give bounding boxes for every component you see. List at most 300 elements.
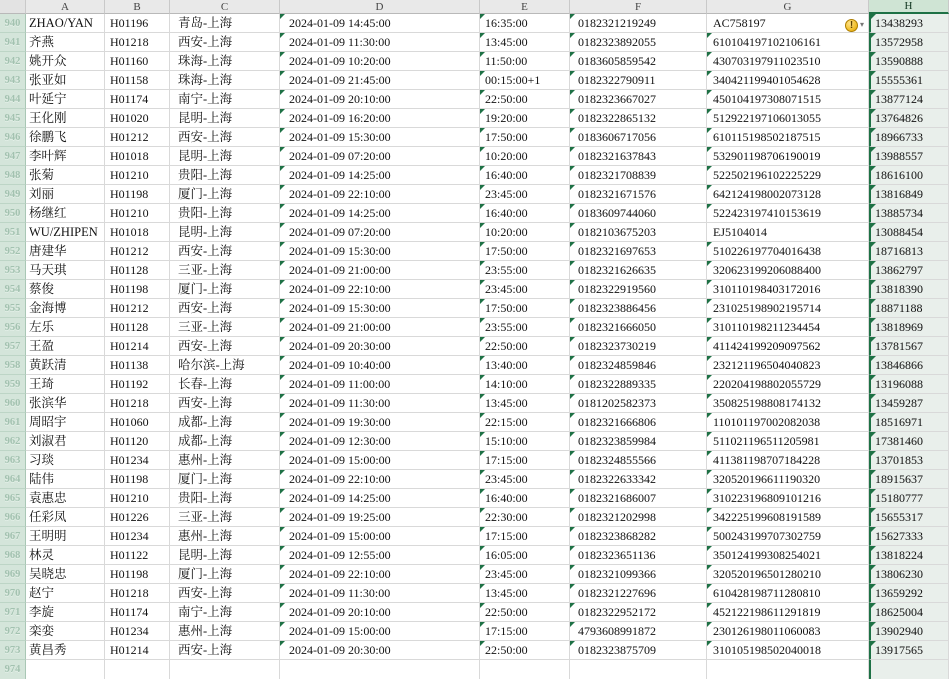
cell-H942[interactable] bbox=[869, 52, 949, 71]
cell-E955[interactable] bbox=[480, 299, 570, 318]
cell-G953[interactable] bbox=[707, 261, 869, 280]
cell-H940[interactable] bbox=[869, 14, 949, 33]
cell-E959[interactable] bbox=[480, 375, 570, 394]
cell-H971[interactable] bbox=[869, 603, 949, 622]
cell-A962[interactable] bbox=[26, 432, 105, 451]
cell-C971[interactable] bbox=[170, 603, 280, 622]
cell-B964[interactable] bbox=[105, 470, 170, 489]
cell-G945[interactable] bbox=[707, 109, 869, 128]
cell-A941[interactable] bbox=[26, 33, 105, 52]
cell-G969[interactable] bbox=[707, 565, 869, 584]
row-header-941[interactable]: 941 bbox=[0, 33, 26, 52]
cell-B945[interactable] bbox=[105, 109, 170, 128]
cell-E970[interactable] bbox=[480, 584, 570, 603]
row-header-968[interactable]: 968 bbox=[0, 546, 26, 565]
cell-D960[interactable] bbox=[280, 394, 480, 413]
cell-E974[interactable] bbox=[480, 660, 570, 679]
cell-E952[interactable] bbox=[480, 242, 570, 261]
cell-D958[interactable] bbox=[280, 356, 480, 375]
cell-F961[interactable] bbox=[570, 413, 707, 432]
cell-B948[interactable] bbox=[105, 166, 170, 185]
cell-A955[interactable] bbox=[26, 299, 105, 318]
row-header-945[interactable]: 945 bbox=[0, 109, 26, 128]
row-header-944[interactable]: 944 bbox=[0, 90, 26, 109]
cell-G958[interactable] bbox=[707, 356, 869, 375]
row-header-954[interactable]: 954 bbox=[0, 280, 26, 299]
row-header-949[interactable]: 949 bbox=[0, 185, 26, 204]
cell-A966[interactable] bbox=[26, 508, 105, 527]
cell-B946[interactable] bbox=[105, 128, 170, 147]
row-header-951[interactable]: 951 bbox=[0, 223, 26, 242]
cell-C958[interactable] bbox=[170, 356, 280, 375]
cell-E951[interactable] bbox=[480, 223, 570, 242]
cell-F962[interactable] bbox=[570, 432, 707, 451]
row-header-963[interactable]: 963 bbox=[0, 451, 26, 470]
cell-G944[interactable] bbox=[707, 90, 869, 109]
cell-B944[interactable] bbox=[105, 90, 170, 109]
row-header-969[interactable]: 969 bbox=[0, 565, 26, 584]
cell-E944[interactable] bbox=[480, 90, 570, 109]
cell-F959[interactable] bbox=[570, 375, 707, 394]
cell-G973[interactable] bbox=[707, 641, 869, 660]
cell-H954[interactable] bbox=[869, 280, 949, 299]
cell-H943[interactable] bbox=[869, 71, 949, 90]
cell-G961[interactable] bbox=[707, 413, 869, 432]
cell-H958[interactable] bbox=[869, 356, 949, 375]
cell-D950[interactable] bbox=[280, 204, 480, 223]
row-header-947[interactable]: 947 bbox=[0, 147, 26, 166]
cell-G948[interactable] bbox=[707, 166, 869, 185]
cell-D968[interactable] bbox=[280, 546, 480, 565]
cell-B947[interactable] bbox=[105, 147, 170, 166]
cell-D973[interactable] bbox=[280, 641, 480, 660]
cell-B963[interactable] bbox=[105, 451, 170, 470]
row-header-940[interactable]: 940 bbox=[0, 14, 26, 33]
row-header-958[interactable]: 958 bbox=[0, 356, 26, 375]
cell-A959[interactable] bbox=[26, 375, 105, 394]
cell-H956[interactable] bbox=[869, 318, 949, 337]
cell-F947[interactable] bbox=[570, 147, 707, 166]
column-header-B[interactable]: B bbox=[105, 0, 170, 14]
cell-H961[interactable] bbox=[869, 413, 949, 432]
row-header-964[interactable]: 964 bbox=[0, 470, 26, 489]
cell-F967[interactable] bbox=[570, 527, 707, 546]
cell-D962[interactable] bbox=[280, 432, 480, 451]
cell-B974[interactable] bbox=[105, 660, 170, 679]
cell-D954[interactable] bbox=[280, 280, 480, 299]
cell-B971[interactable] bbox=[105, 603, 170, 622]
cell-A953[interactable] bbox=[26, 261, 105, 280]
cell-C945[interactable] bbox=[170, 109, 280, 128]
cell-E948[interactable] bbox=[480, 166, 570, 185]
cell-C967[interactable] bbox=[170, 527, 280, 546]
cell-F973[interactable] bbox=[570, 641, 707, 660]
row-header-952[interactable]: 952 bbox=[0, 242, 26, 261]
cell-B967[interactable] bbox=[105, 527, 170, 546]
cell-F971[interactable] bbox=[570, 603, 707, 622]
cell-G971[interactable] bbox=[707, 603, 869, 622]
cell-B954[interactable] bbox=[105, 280, 170, 299]
row-header-961[interactable]: 961 bbox=[0, 413, 26, 432]
cell-B957[interactable] bbox=[105, 337, 170, 356]
cell-C946[interactable] bbox=[170, 128, 280, 147]
column-header-H[interactable]: H bbox=[869, 0, 949, 14]
cell-E971[interactable] bbox=[480, 603, 570, 622]
cell-E945[interactable] bbox=[480, 109, 570, 128]
cell-F974[interactable] bbox=[570, 660, 707, 679]
cell-C941[interactable] bbox=[170, 33, 280, 52]
row-header-948[interactable]: 948 bbox=[0, 166, 26, 185]
cell-E967[interactable] bbox=[480, 527, 570, 546]
cell-G965[interactable] bbox=[707, 489, 869, 508]
cell-D946[interactable] bbox=[280, 128, 480, 147]
cell-H944[interactable] bbox=[869, 90, 949, 109]
cell-E947[interactable] bbox=[480, 147, 570, 166]
cell-D947[interactable] bbox=[280, 147, 480, 166]
cell-C973[interactable] bbox=[170, 641, 280, 660]
cell-C951[interactable] bbox=[170, 223, 280, 242]
cell-A956[interactable] bbox=[26, 318, 105, 337]
cell-H947[interactable] bbox=[869, 147, 949, 166]
cell-D972[interactable] bbox=[280, 622, 480, 641]
cell-D963[interactable] bbox=[280, 451, 480, 470]
row-header-953[interactable]: 953 bbox=[0, 261, 26, 280]
cell-G960[interactable] bbox=[707, 394, 869, 413]
cell-H974[interactable] bbox=[869, 660, 949, 679]
cell-F969[interactable] bbox=[570, 565, 707, 584]
cell-C956[interactable] bbox=[170, 318, 280, 337]
cell-E960[interactable] bbox=[480, 394, 570, 413]
cell-H972[interactable] bbox=[869, 622, 949, 641]
cell-G952[interactable] bbox=[707, 242, 869, 261]
cell-C953[interactable] bbox=[170, 261, 280, 280]
cell-C954[interactable] bbox=[170, 280, 280, 299]
row-header-972[interactable]: 972 bbox=[0, 622, 26, 641]
cell-F964[interactable] bbox=[570, 470, 707, 489]
cell-G968[interactable] bbox=[707, 546, 869, 565]
cell-D971[interactable] bbox=[280, 603, 480, 622]
cell-H949[interactable] bbox=[869, 185, 949, 204]
cell-A952[interactable] bbox=[26, 242, 105, 261]
cell-F950[interactable] bbox=[570, 204, 707, 223]
cell-G951[interactable] bbox=[707, 223, 869, 242]
cell-B962[interactable] bbox=[105, 432, 170, 451]
cell-E942[interactable] bbox=[480, 52, 570, 71]
cell-H953[interactable] bbox=[869, 261, 949, 280]
cell-F965[interactable] bbox=[570, 489, 707, 508]
cell-F968[interactable] bbox=[570, 546, 707, 565]
cell-D942[interactable] bbox=[280, 52, 480, 71]
cell-F944[interactable] bbox=[570, 90, 707, 109]
cell-E954[interactable] bbox=[480, 280, 570, 299]
cell-D956[interactable] bbox=[280, 318, 480, 337]
cell-A958[interactable] bbox=[26, 356, 105, 375]
cell-C957[interactable] bbox=[170, 337, 280, 356]
cell-B960[interactable] bbox=[105, 394, 170, 413]
cell-D970[interactable] bbox=[280, 584, 480, 603]
cell-D965[interactable] bbox=[280, 489, 480, 508]
cell-B943[interactable] bbox=[105, 71, 170, 90]
cell-D957[interactable] bbox=[280, 337, 480, 356]
cell-C949[interactable] bbox=[170, 185, 280, 204]
cell-E961[interactable] bbox=[480, 413, 570, 432]
cell-B958[interactable] bbox=[105, 356, 170, 375]
cell-H967[interactable] bbox=[869, 527, 949, 546]
cell-F972[interactable] bbox=[570, 622, 707, 641]
cell-G949[interactable] bbox=[707, 185, 869, 204]
cell-A954[interactable] bbox=[26, 280, 105, 299]
cell-F949[interactable] bbox=[570, 185, 707, 204]
cell-C964[interactable] bbox=[170, 470, 280, 489]
column-header-E[interactable]: E bbox=[480, 0, 570, 14]
cell-G956[interactable] bbox=[707, 318, 869, 337]
cell-E956[interactable] bbox=[480, 318, 570, 337]
cell-G940[interactable] bbox=[707, 14, 869, 33]
cell-E969[interactable] bbox=[480, 565, 570, 584]
cell-A947[interactable] bbox=[26, 147, 105, 166]
cell-G957[interactable] bbox=[707, 337, 869, 356]
cell-B950[interactable] bbox=[105, 204, 170, 223]
cell-A949[interactable] bbox=[26, 185, 105, 204]
row-header-973[interactable]: 973 bbox=[0, 641, 26, 660]
cell-H957[interactable] bbox=[869, 337, 949, 356]
cell-D967[interactable] bbox=[280, 527, 480, 546]
cell-C970[interactable] bbox=[170, 584, 280, 603]
cell-A965[interactable] bbox=[26, 489, 105, 508]
cell-E950[interactable] bbox=[480, 204, 570, 223]
cell-E957[interactable] bbox=[480, 337, 570, 356]
cell-G962[interactable] bbox=[707, 432, 869, 451]
select-all-corner[interactable] bbox=[0, 0, 26, 14]
cell-D940[interactable] bbox=[280, 14, 480, 33]
cell-D953[interactable] bbox=[280, 261, 480, 280]
cell-D943[interactable] bbox=[280, 71, 480, 90]
cell-D941[interactable] bbox=[280, 33, 480, 52]
cell-E958[interactable] bbox=[480, 356, 570, 375]
cell-C955[interactable] bbox=[170, 299, 280, 318]
cell-F943[interactable] bbox=[570, 71, 707, 90]
cell-D969[interactable] bbox=[280, 565, 480, 584]
cell-A974[interactable] bbox=[26, 660, 105, 679]
cell-H970[interactable] bbox=[869, 584, 949, 603]
cell-B940[interactable] bbox=[105, 14, 170, 33]
cell-D949[interactable] bbox=[280, 185, 480, 204]
cell-H962[interactable] bbox=[869, 432, 949, 451]
cell-E946[interactable] bbox=[480, 128, 570, 147]
cell-B953[interactable] bbox=[105, 261, 170, 280]
cell-H950[interactable] bbox=[869, 204, 949, 223]
cell-B951[interactable] bbox=[105, 223, 170, 242]
row-header-946[interactable]: 946 bbox=[0, 128, 26, 147]
cell-C968[interactable] bbox=[170, 546, 280, 565]
cell-A968[interactable] bbox=[26, 546, 105, 565]
cell-H965[interactable] bbox=[869, 489, 949, 508]
cell-B942[interactable] bbox=[105, 52, 170, 71]
cell-G950[interactable] bbox=[707, 204, 869, 223]
cell-F955[interactable] bbox=[570, 299, 707, 318]
cell-E964[interactable] bbox=[480, 470, 570, 489]
cell-D944[interactable] bbox=[280, 90, 480, 109]
cell-H951[interactable] bbox=[869, 223, 949, 242]
cell-A973[interactable] bbox=[26, 641, 105, 660]
cell-F953[interactable] bbox=[570, 261, 707, 280]
cell-H952[interactable] bbox=[869, 242, 949, 261]
cell-A969[interactable] bbox=[26, 565, 105, 584]
row-header-974[interactable]: 974 bbox=[0, 660, 26, 679]
cell-G942[interactable] bbox=[707, 52, 869, 71]
cell-H964[interactable] bbox=[869, 470, 949, 489]
cell-C974[interactable] bbox=[170, 660, 280, 679]
row-header-942[interactable]: 942 bbox=[0, 52, 26, 71]
cell-F948[interactable] bbox=[570, 166, 707, 185]
cell-B969[interactable] bbox=[105, 565, 170, 584]
cell-B952[interactable] bbox=[105, 242, 170, 261]
row-header-965[interactable]: 965 bbox=[0, 489, 26, 508]
cell-B949[interactable] bbox=[105, 185, 170, 204]
cell-E968[interactable] bbox=[480, 546, 570, 565]
cell-A944[interactable] bbox=[26, 90, 105, 109]
column-header-F[interactable]: F bbox=[570, 0, 707, 14]
cell-G972[interactable] bbox=[707, 622, 869, 641]
cell-H946[interactable] bbox=[869, 128, 949, 147]
cell-C963[interactable] bbox=[170, 451, 280, 470]
row-header-959[interactable]: 959 bbox=[0, 375, 26, 394]
cell-H966[interactable] bbox=[869, 508, 949, 527]
cell-A970[interactable] bbox=[26, 584, 105, 603]
cell-A951[interactable] bbox=[26, 223, 105, 242]
cell-E963[interactable] bbox=[480, 451, 570, 470]
cell-F954[interactable] bbox=[570, 280, 707, 299]
cell-C940[interactable] bbox=[170, 14, 280, 33]
cell-C942[interactable] bbox=[170, 52, 280, 71]
dropdown-arrow-icon[interactable]: ▾ bbox=[859, 20, 864, 29]
cell-G955[interactable] bbox=[707, 299, 869, 318]
cell-A943[interactable] bbox=[26, 71, 105, 90]
cell-E941[interactable] bbox=[480, 33, 570, 52]
column-header-A[interactable]: A bbox=[26, 0, 105, 14]
cell-H941[interactable] bbox=[869, 33, 949, 52]
cell-G974[interactable] bbox=[707, 660, 869, 679]
cell-G963[interactable] bbox=[707, 451, 869, 470]
cell-C959[interactable] bbox=[170, 375, 280, 394]
cell-E940[interactable] bbox=[480, 14, 570, 33]
cell-H959[interactable] bbox=[869, 375, 949, 394]
row-header-960[interactable]: 960 bbox=[0, 394, 26, 413]
cell-A940[interactable] bbox=[26, 14, 105, 33]
cell-F956[interactable] bbox=[570, 318, 707, 337]
row-header-957[interactable]: 957 bbox=[0, 337, 26, 356]
cell-F942[interactable] bbox=[570, 52, 707, 71]
cell-G966[interactable] bbox=[707, 508, 869, 527]
cell-A950[interactable] bbox=[26, 204, 105, 223]
cell-F966[interactable] bbox=[570, 508, 707, 527]
cell-F951[interactable] bbox=[570, 223, 707, 242]
cell-D964[interactable] bbox=[280, 470, 480, 489]
error-checking-icon[interactable]: ! bbox=[845, 19, 858, 32]
column-header-D[interactable]: D bbox=[280, 0, 480, 14]
cell-G943[interactable] bbox=[707, 71, 869, 90]
cell-D966[interactable] bbox=[280, 508, 480, 527]
cell-E973[interactable] bbox=[480, 641, 570, 660]
cell-C961[interactable] bbox=[170, 413, 280, 432]
cell-D974[interactable] bbox=[280, 660, 480, 679]
cell-C948[interactable] bbox=[170, 166, 280, 185]
cell-D961[interactable] bbox=[280, 413, 480, 432]
error-checking-button[interactable] bbox=[845, 16, 864, 34]
cell-D959[interactable] bbox=[280, 375, 480, 394]
cell-B970[interactable] bbox=[105, 584, 170, 603]
cell-A972[interactable] bbox=[26, 622, 105, 641]
cell-G946[interactable] bbox=[707, 128, 869, 147]
cell-H969[interactable] bbox=[869, 565, 949, 584]
cell-C950[interactable] bbox=[170, 204, 280, 223]
cell-F940[interactable] bbox=[570, 14, 707, 33]
cell-A971[interactable] bbox=[26, 603, 105, 622]
column-header-G[interactable]: G bbox=[707, 0, 869, 14]
cell-B961[interactable] bbox=[105, 413, 170, 432]
cell-F945[interactable] bbox=[570, 109, 707, 128]
cell-G970[interactable] bbox=[707, 584, 869, 603]
cell-A961[interactable] bbox=[26, 413, 105, 432]
cell-F960[interactable] bbox=[570, 394, 707, 413]
cell-C966[interactable] bbox=[170, 508, 280, 527]
cell-B972[interactable] bbox=[105, 622, 170, 641]
row-header-966[interactable]: 966 bbox=[0, 508, 26, 527]
cell-G941[interactable] bbox=[707, 33, 869, 52]
cell-A945[interactable] bbox=[26, 109, 105, 128]
cell-C943[interactable] bbox=[170, 71, 280, 90]
cell-F946[interactable] bbox=[570, 128, 707, 147]
cell-G959[interactable] bbox=[707, 375, 869, 394]
cell-G967[interactable] bbox=[707, 527, 869, 546]
cell-H973[interactable] bbox=[869, 641, 949, 660]
cell-A967[interactable] bbox=[26, 527, 105, 546]
row-header-962[interactable]: 962 bbox=[0, 432, 26, 451]
cell-C952[interactable] bbox=[170, 242, 280, 261]
cell-B955[interactable] bbox=[105, 299, 170, 318]
cell-E943[interactable] bbox=[480, 71, 570, 90]
cell-F963[interactable] bbox=[570, 451, 707, 470]
cell-C972[interactable] bbox=[170, 622, 280, 641]
cell-F941[interactable] bbox=[570, 33, 707, 52]
cell-C969[interactable] bbox=[170, 565, 280, 584]
row-header-950[interactable]: 950 bbox=[0, 204, 26, 223]
cell-D945[interactable] bbox=[280, 109, 480, 128]
cell-B968[interactable] bbox=[105, 546, 170, 565]
cell-A942[interactable] bbox=[26, 52, 105, 71]
cell-B973[interactable] bbox=[105, 641, 170, 660]
cell-C962[interactable] bbox=[170, 432, 280, 451]
cell-F957[interactable] bbox=[570, 337, 707, 356]
cell-B959[interactable] bbox=[105, 375, 170, 394]
cell-H945[interactable] bbox=[869, 109, 949, 128]
cell-E949[interactable] bbox=[480, 185, 570, 204]
cell-H948[interactable] bbox=[869, 166, 949, 185]
cell-F970[interactable] bbox=[570, 584, 707, 603]
cell-A964[interactable] bbox=[26, 470, 105, 489]
cell-D948[interactable] bbox=[280, 166, 480, 185]
cell-A948[interactable] bbox=[26, 166, 105, 185]
row-header-967[interactable]: 967 bbox=[0, 527, 26, 546]
cell-C965[interactable] bbox=[170, 489, 280, 508]
cell-A946[interactable] bbox=[26, 128, 105, 147]
cell-F958[interactable] bbox=[570, 356, 707, 375]
cell-C947[interactable] bbox=[170, 147, 280, 166]
cell-E965[interactable] bbox=[480, 489, 570, 508]
column-header-C[interactable]: C bbox=[170, 0, 280, 14]
cell-C960[interactable] bbox=[170, 394, 280, 413]
cell-D955[interactable] bbox=[280, 299, 480, 318]
